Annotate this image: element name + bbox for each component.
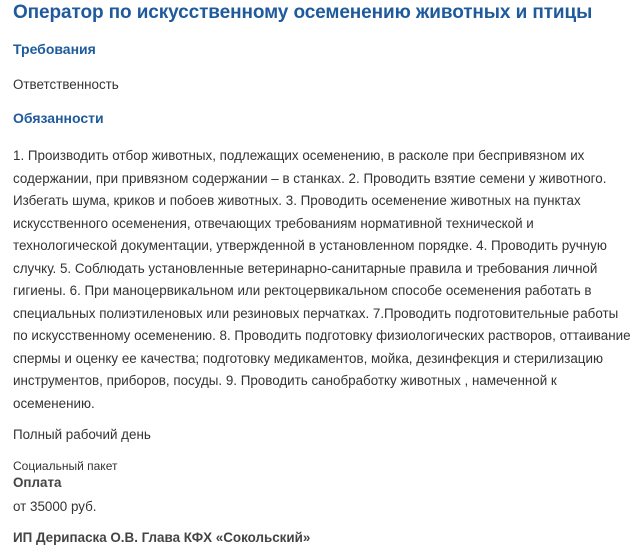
salary-text: от 35000 руб. [13, 499, 97, 514]
benefits-text: Социальный пакет [13, 459, 118, 473]
duties-heading: Обязанности [13, 110, 104, 126]
salary-heading: Оплата [13, 475, 62, 490]
vacancy-title: Оператор по искусственному осеменению животных и птицы [13, 2, 593, 23]
schedule-text: Полный рабочий день [13, 427, 151, 442]
employer-name: ИП Дерипаска О.В. Глава КФХ «Сокольский» [13, 530, 311, 545]
requirements-text: Ответственность [13, 77, 119, 92]
duties-text: 1. Производить отбор животных, подлежащих осеменению, в расколе при беспривязном их содержании, при привязном содержании – в станках. 2. Проводить взятие семени у животного. Избегать шума, криков и побоев животных. 3. Проводить осеменение животных на пунктах искусственного осеменения, отвечающих требованиям нормативной технической и технологической документации, утвержденной в установленном порядке. 4. Проводить ручную случку. 5. Соблюдать установленные ветеринарно-санитарные правила и требования личной гигиены. 6. При маноцервикальном или ректоцервикальном способе осеменения работать в специальных полиэтиленовых или резиновых перчатках. 7.Проводить подготовительные работы по искусственному осеменению. 8. Проводить подготовку физиологических растворов, оттаивание спермы и оценку ее качества; подготовку медикаментов, мойка, дезинфекция и стерилизацию инструментов, приборов, посуды. 9. Проводить санобработку животных , намеченной к осеменению. [13, 148, 631, 411]
requirements-heading: Требования [13, 41, 96, 57]
vacancy-card [13, 0, 635, 545]
